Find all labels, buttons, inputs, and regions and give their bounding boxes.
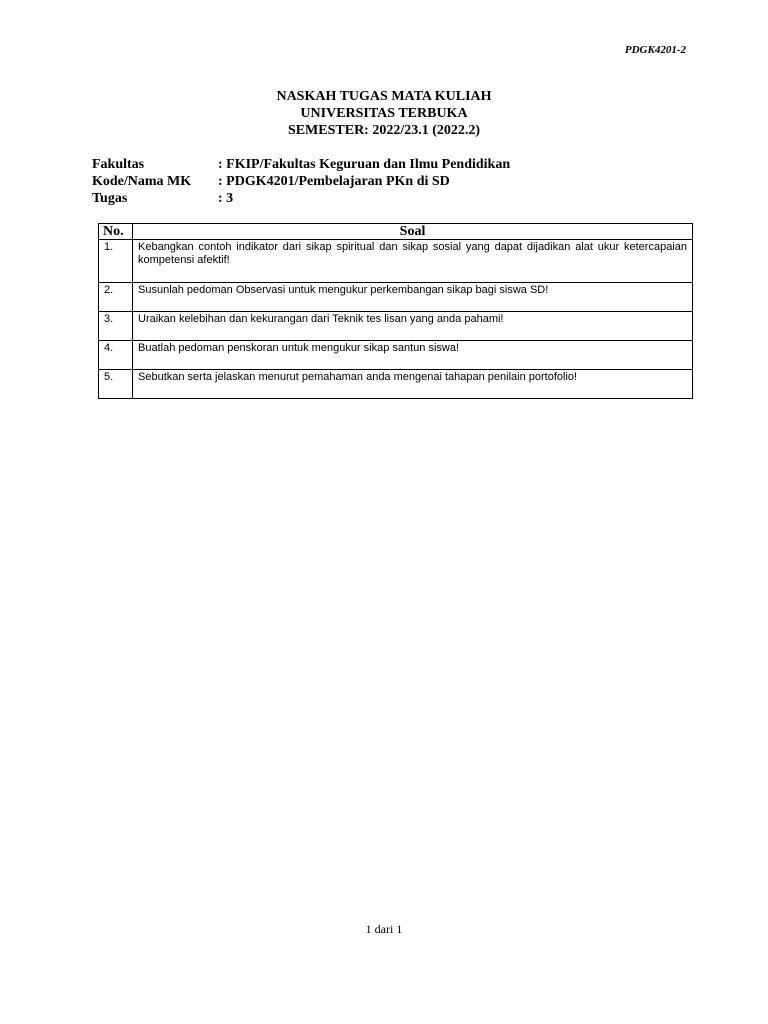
question-number: 3.	[99, 312, 133, 341]
info-row-fakultas	[92, 156, 510, 173]
questions-table	[98, 223, 693, 399]
info-value: : 3	[218, 191, 234, 206]
page-number: 1 dari 1	[365, 922, 403, 936]
column-header-soal: Soal	[133, 224, 693, 240]
question-number: 4.	[99, 341, 133, 370]
course-info	[92, 156, 510, 207]
table-row	[99, 283, 693, 312]
document-title	[0, 88, 768, 139]
question-text: Sebutkan serta jelaskan menurut pemahaman anda mengenai tahapan penilain portofolio!	[133, 370, 693, 399]
table-row	[99, 312, 693, 341]
info-label: Tugas	[92, 191, 128, 206]
question-text: Kebangkan contoh indikator dari sikap spiritual dan sikap sosial yang dapat dijadikan alat ukur ketercapaian kompetensi afektif!	[133, 240, 693, 283]
info-row-kode-mk	[92, 173, 510, 190]
table-header-row	[99, 224, 693, 240]
info-value: : PDGK4201/Pembelajaran PKn di SD	[218, 174, 450, 189]
question-number: 2.	[99, 283, 133, 312]
title-line-3: SEMESTER: 2022/23.1 (2022.2)	[287, 123, 481, 138]
info-label: Fakultas	[92, 157, 145, 172]
info-value: : FKIP/Fakultas Keguruan dan Ilmu Pendidikan	[218, 157, 511, 172]
table-row	[99, 370, 693, 399]
question-number: 1.	[99, 240, 133, 283]
question-text: Uraikan kelebihan dan kekurangan dari Teknik tes lisan yang anda pahami!	[133, 312, 693, 341]
title-line-1: NASKAH TUGAS MATA KULIAH	[276, 89, 492, 104]
question-number: 5.	[99, 370, 133, 399]
column-header-no: No.	[99, 224, 133, 240]
table-row	[99, 341, 693, 370]
info-label: Kode/Nama MK	[92, 174, 192, 189]
table-row	[99, 240, 693, 283]
info-row-tugas	[92, 190, 510, 207]
title-line-2: UNIVERSITAS TERBUKA	[300, 106, 468, 121]
question-text: Buatlah pedoman penskoran untuk mengukur sikap santun siswa!	[133, 341, 693, 370]
question-text: Susunlah pedoman Observasi untuk mengukur perkembangan sikap bagi siswa SD!	[133, 283, 693, 312]
document-code: PDGK4201-2	[624, 44, 686, 56]
